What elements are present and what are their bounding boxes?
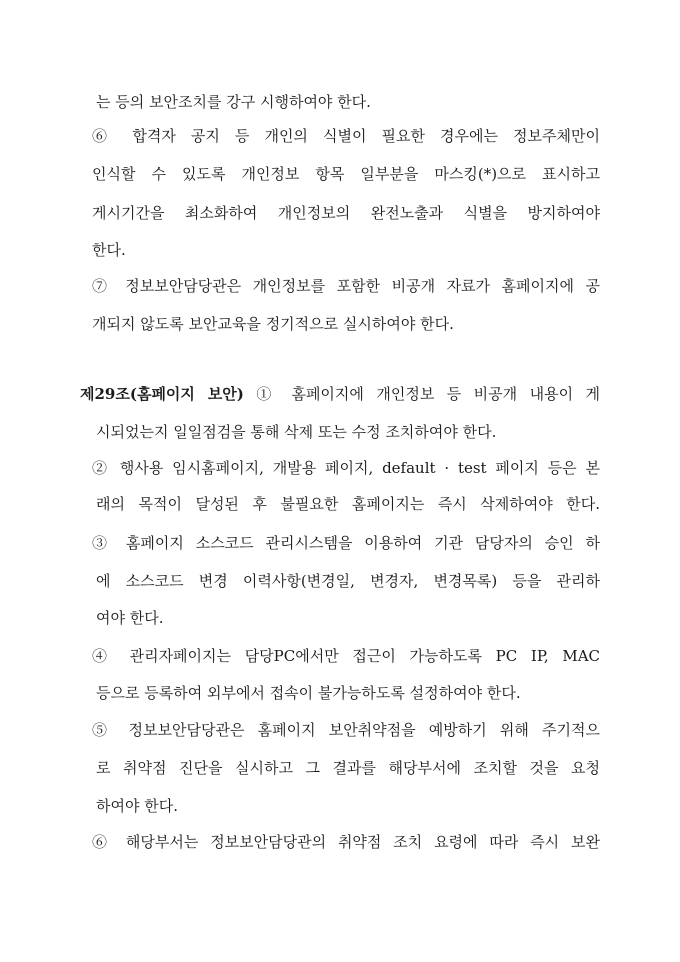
text-line: 시되었는지 일일점검을 통해 삭제 또는 수정 조치하여야 한다.	[96, 423, 497, 441]
text-line: 에 소스코드 변경 이력사항(변경일, 변경자, 변경목록) 등을 관리하	[96, 572, 600, 590]
text-line: ⑥ 해당부서는 정보보안담당관의 취약점 조치 요령에 따라 즉시 보완	[92, 833, 600, 851]
article-29-first-line	[80, 384, 600, 404]
text-line: ⑦ 정보보안담당관은 개인정보를 포함한 비공개 자료가 홈페이지에 공	[92, 277, 600, 295]
article-heading: 제29조(홈페이지 보안)	[80, 385, 244, 403]
text-line: ⑥ 합격자 공지 등 개인의 식별이 필요한 경우에는 정보주체만이	[92, 127, 600, 145]
text-segment: ① 홈페이지에 개인정보 등 비공개 내용이 게	[256, 385, 600, 403]
text-line: 개되지 않도록 보안교육을 정기적으로 실시하여야 한다.	[92, 315, 454, 333]
text-line: 등으로 등록하여 외부에서 접속이 불가능하도록 설정하여야 한다.	[96, 684, 521, 702]
text-line: ④ 관리자페이지는 담당PC에서만 접근이 가능하도록 PC IP, MAC	[92, 647, 600, 665]
text-line: 게시기간을 최소화하여 개인정보의 완전노출과 식별을 방지하여야	[92, 204, 600, 222]
text-line: 하여야 한다.	[96, 797, 178, 815]
text-line: 한다.	[92, 241, 126, 259]
text-line: 로 취약점 진단을 실시하고 그 결과를 해당부서에 조치할 것을 요청	[96, 759, 600, 777]
text-line: ② 행사용 임시홈페이지, 개발용 페이지, default · test 페이지 등은 본	[92, 459, 600, 477]
text-line: ③ 홈페이지 소스코드 관리시스템을 이용하여 기관 담당자의 승인 하	[92, 534, 600, 552]
text-line: 는 등의 보안조치를 강구 시행하여야 한다.	[96, 93, 371, 111]
text-line: 여야 한다.	[96, 609, 164, 627]
text-line: 인식할 수 있도록 개인정보 항목 일부분을 마스킹(*)으로 표시하고	[92, 165, 600, 183]
text-line: 래의 목적이 달성된 후 불필요한 홈페이지는 즉시 삭제하여야 한다.	[96, 495, 600, 513]
text-line: ⑤ 정보보안담당관은 홈페이지 보안취약점을 예방하기 위해 주기적으	[92, 721, 600, 739]
